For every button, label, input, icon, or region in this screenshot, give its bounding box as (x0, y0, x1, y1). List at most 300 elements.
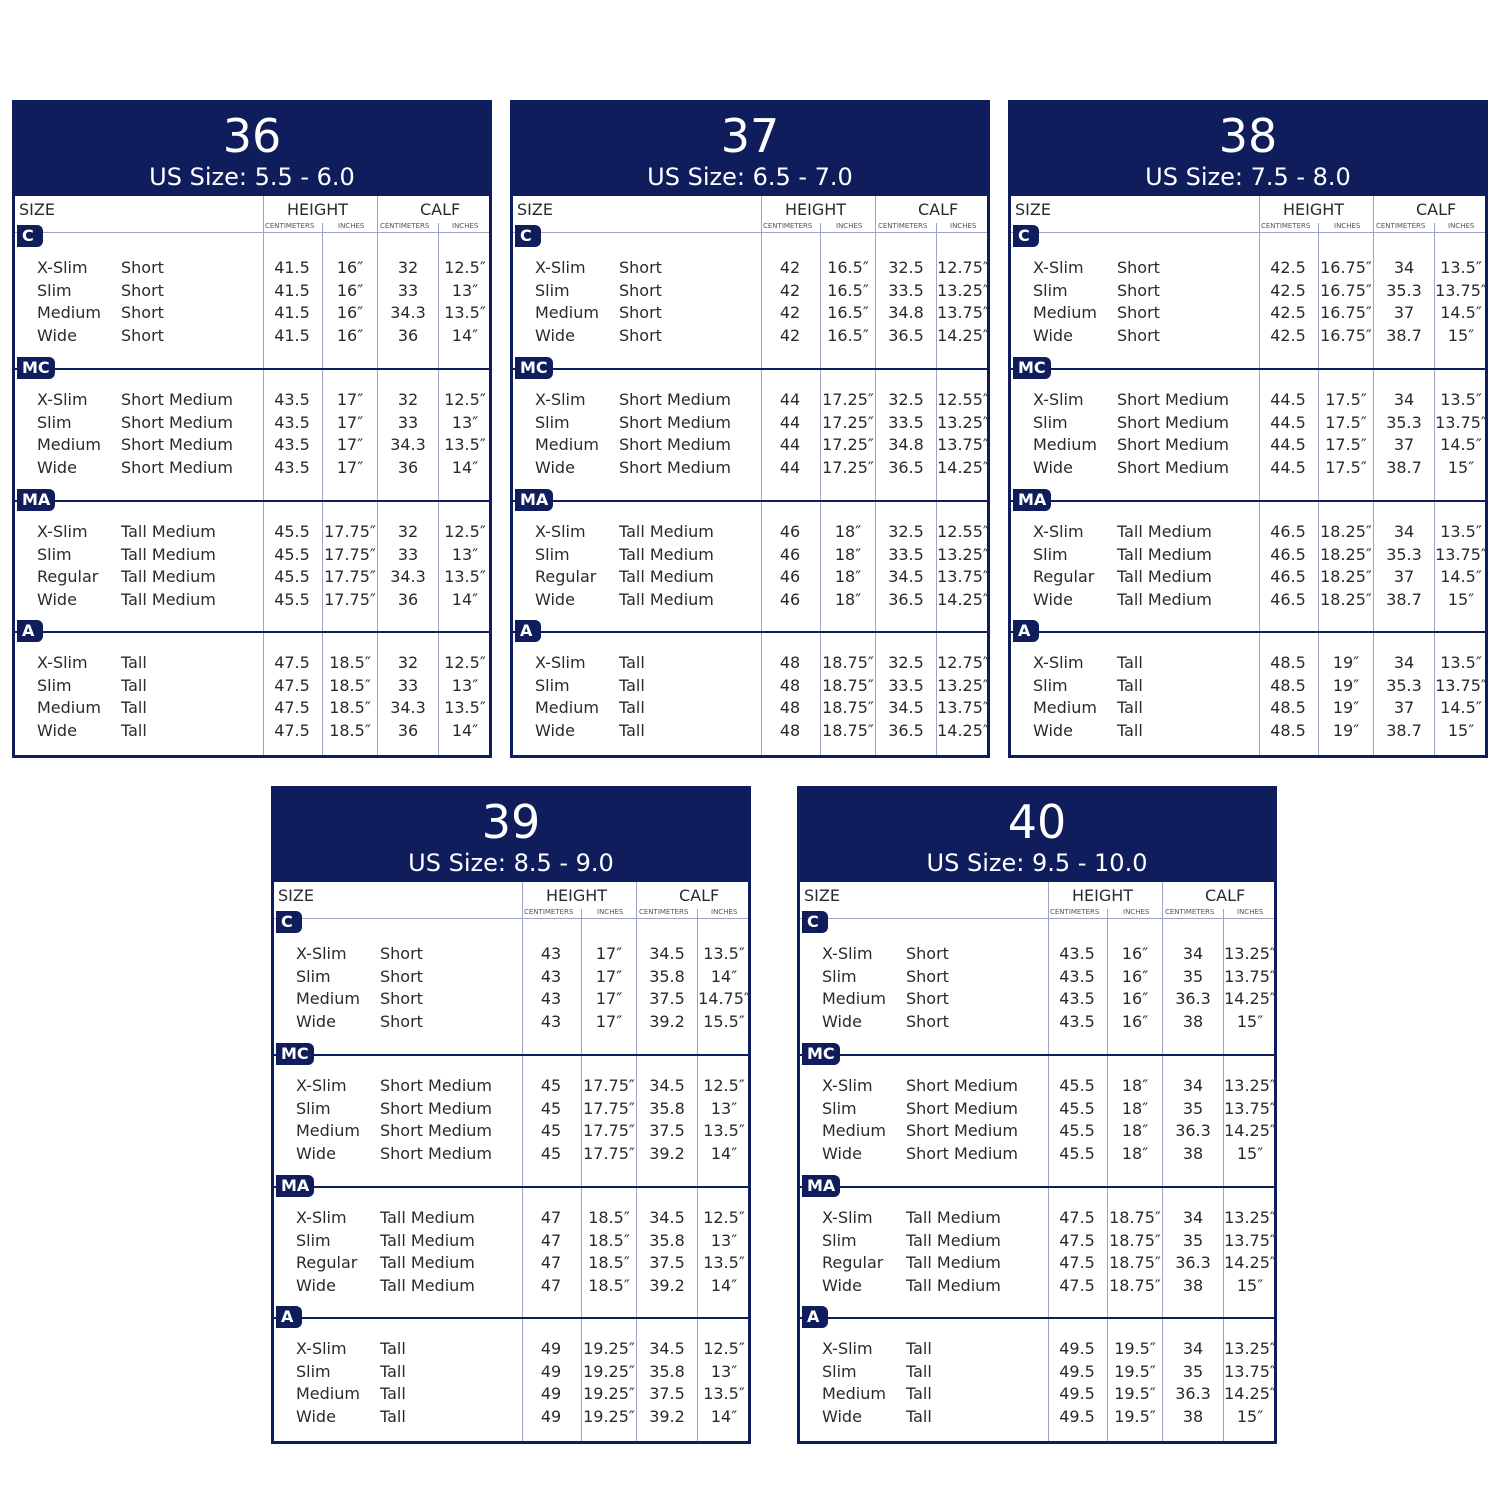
calf-in-cell: 14.5″ (1440, 435, 1482, 454)
length-cell: Short (619, 258, 662, 277)
table-row (800, 1275, 1274, 1297)
table-row (513, 521, 987, 543)
calf-cm-cell: 34.5 (649, 1339, 685, 1358)
width-cell: Slim (296, 1099, 331, 1118)
us-size-label: US Size: 8.5 - 9.0 (408, 849, 614, 877)
height-cm-cell: 46.5 (1270, 567, 1306, 586)
table-row (800, 1098, 1274, 1120)
height-cm-cell: 42 (779, 281, 801, 300)
height-in-cell: 16.5″ (827, 303, 869, 322)
size-group-a (1011, 618, 1485, 750)
height-cm-cell: 46 (779, 590, 801, 609)
length-cell: Short Medium (121, 458, 233, 477)
group-tag: A (17, 620, 43, 642)
size-group-ma (513, 487, 987, 619)
length-cell: Tall Medium (380, 1276, 475, 1295)
height-cm-cell: 44 (779, 390, 801, 409)
group-tag: C (17, 225, 43, 247)
size-group-c (1011, 223, 1485, 355)
length-cell: Tall (619, 676, 645, 695)
width-cell: Wide (37, 590, 77, 609)
width-cell: Slim (822, 1362, 857, 1381)
calf-in-cell: 13.5″ (444, 435, 486, 454)
calf-cm-cell: 34.3 (390, 698, 426, 717)
calf-in-cell: 13.75″ (1435, 281, 1487, 300)
table-row (274, 988, 748, 1010)
size-column-header: SIZE (517, 200, 553, 219)
width-cell: X-Slim (1033, 258, 1084, 277)
inches-unit-label: INCHES (1448, 222, 1475, 230)
calf-cm-cell: 38 (1182, 1144, 1204, 1163)
height-in-cell: 16″ (336, 281, 364, 300)
height-in-cell: 17″ (595, 989, 623, 1008)
group-tag: MA (515, 489, 553, 511)
table-row (1011, 544, 1485, 566)
calf-in-cell: 13.25″ (937, 413, 989, 432)
calf-column-header: CALF (1416, 200, 1457, 219)
calf-in-cell: 14.5″ (1440, 303, 1482, 322)
calf-in-cell: 12.5″ (703, 1076, 745, 1095)
calf-cm-cell: 39.2 (649, 1276, 685, 1295)
calf-cm-cell: 32.5 (888, 522, 924, 541)
group-tag: A (276, 1306, 302, 1328)
calf-cm-cell: 38 (1182, 1276, 1204, 1295)
height-cm-cell: 48 (779, 698, 801, 717)
calf-cm-cell: 33 (397, 281, 419, 300)
height-cm-cell: 44.5 (1270, 413, 1306, 432)
height-cm-cell: 43.5 (274, 413, 310, 432)
calf-in-cell: 13.25″ (1224, 944, 1276, 963)
height-cm-cell: 47.5 (1059, 1231, 1095, 1250)
calf-cm-cell: 36 (397, 458, 419, 477)
height-cm-cell: 45.5 (274, 567, 310, 586)
height-in-cell: 18.25″ (1320, 567, 1372, 586)
height-cm-cell: 47.5 (274, 676, 310, 695)
length-cell: Short Medium (619, 413, 731, 432)
calf-in-cell: 14.25″ (1224, 989, 1276, 1008)
length-cell: Short (906, 989, 949, 1008)
height-in-cell: 17.75″ (324, 522, 376, 541)
height-cm-cell: 42.5 (1270, 303, 1306, 322)
width-cell: Slim (535, 676, 570, 695)
height-cm-cell: 49.5 (1059, 1362, 1095, 1381)
height-cm-cell: 46 (779, 567, 801, 586)
group-divider (274, 1054, 748, 1056)
height-in-cell: 17″ (336, 435, 364, 454)
calf-in-cell: 13.5″ (444, 567, 486, 586)
height-in-cell: 19″ (1332, 676, 1360, 695)
height-in-cell: 18.75″ (822, 721, 874, 740)
size-card-39 (271, 786, 751, 1444)
calf-in-cell: 15″ (1236, 1407, 1264, 1426)
height-cm-cell: 42 (779, 258, 801, 277)
height-cm-cell: 46.5 (1270, 545, 1306, 564)
inches-unit-label: INCHES (452, 222, 479, 230)
calf-cm-cell: 39.2 (649, 1012, 685, 1031)
calf-cm-cell: 36 (397, 590, 419, 609)
width-cell: X-Slim (296, 1076, 347, 1095)
width-cell: Wide (296, 1012, 336, 1031)
calf-in-cell: 15″ (1447, 458, 1475, 477)
height-in-cell: 18.75″ (822, 676, 874, 695)
centimeters-unit-label: CENTIMETERS (639, 908, 689, 916)
calf-cm-cell: 36.3 (1175, 1253, 1211, 1272)
width-cell: Medium (822, 1121, 886, 1140)
calf-cm-cell: 34 (1393, 258, 1415, 277)
calf-column-header: CALF (420, 200, 461, 219)
calf-cm-cell: 35 (1182, 1362, 1204, 1381)
size-group-a (274, 1304, 748, 1436)
length-cell: Tall (380, 1339, 406, 1358)
eu-size-title: 39 (481, 795, 541, 849)
group-tag: MC (802, 1043, 840, 1065)
length-cell: Short Medium (906, 1144, 1018, 1163)
height-in-cell: 16.75″ (1320, 281, 1372, 300)
table-row (274, 966, 748, 988)
width-cell: Medium (37, 435, 101, 454)
height-in-cell: 18.75″ (1109, 1253, 1161, 1272)
size-group-c (800, 909, 1274, 1041)
height-in-cell: 17.25″ (822, 458, 874, 477)
size-group-ma (274, 1173, 748, 1305)
height-in-cell: 18″ (1121, 1144, 1149, 1163)
height-in-cell: 17″ (336, 390, 364, 409)
size-group-mc (15, 355, 489, 487)
table-row (15, 280, 489, 302)
height-cm-cell: 45.5 (1059, 1144, 1095, 1163)
calf-cm-cell: 32.5 (888, 258, 924, 277)
width-cell: X-Slim (37, 258, 88, 277)
calf-cm-cell: 37 (1393, 303, 1415, 322)
table-row (1011, 697, 1485, 719)
height-in-cell: 19.25″ (583, 1384, 635, 1403)
table-row (1011, 280, 1485, 302)
height-in-cell: 17.75″ (583, 1144, 635, 1163)
width-cell: Wide (535, 458, 575, 477)
height-cm-cell: 46 (779, 522, 801, 541)
width-cell: Wide (296, 1276, 336, 1295)
height-in-cell: 17″ (595, 967, 623, 986)
group-tag: MC (276, 1043, 314, 1065)
height-cm-cell: 41.5 (274, 258, 310, 277)
length-cell: Tall (380, 1407, 406, 1426)
table-row (1011, 412, 1485, 434)
size-group-ma (15, 487, 489, 619)
length-cell: Tall (121, 676, 147, 695)
height-cm-cell: 43 (540, 1012, 562, 1031)
inches-unit-label: INCHES (1237, 908, 1264, 916)
calf-cm-cell: 34 (1182, 1076, 1204, 1095)
height-in-cell: 19.5″ (1114, 1362, 1156, 1381)
height-in-cell: 17.25″ (822, 413, 874, 432)
group-tag: A (1013, 620, 1039, 642)
calf-in-cell: 15″ (1236, 1144, 1264, 1163)
length-cell: Short Medium (380, 1099, 492, 1118)
table-row (800, 1361, 1274, 1383)
length-cell: Tall (906, 1384, 932, 1403)
table-row (15, 544, 489, 566)
calf-in-cell: 13.75″ (1435, 545, 1487, 564)
calf-in-cell: 14.25″ (937, 590, 989, 609)
length-cell: Short (906, 967, 949, 986)
group-tag: C (276, 911, 302, 933)
length-cell: Short (121, 281, 164, 300)
table-row (15, 697, 489, 719)
calf-cm-cell: 35.3 (1386, 281, 1422, 300)
length-cell: Tall (1117, 676, 1143, 695)
calf-cm-cell: 34.8 (888, 303, 924, 322)
height-cm-cell: 46.5 (1270, 590, 1306, 609)
table-row (513, 720, 987, 742)
height-cm-cell: 47.5 (1059, 1208, 1095, 1227)
length-cell: Short (1117, 303, 1160, 322)
table-row (1011, 589, 1485, 611)
width-cell: X-Slim (822, 1208, 873, 1227)
group-tag: MA (1013, 489, 1051, 511)
us-size-label: US Size: 6.5 - 7.0 (647, 163, 853, 191)
length-cell: Short Medium (1117, 413, 1229, 432)
calf-cm-cell: 34.3 (390, 435, 426, 454)
size-column-header: SIZE (1015, 200, 1051, 219)
height-in-cell: 16.75″ (1320, 258, 1372, 277)
length-cell: Short (380, 967, 423, 986)
height-in-cell: 18″ (834, 522, 862, 541)
height-cm-cell: 45.5 (1059, 1099, 1095, 1118)
calf-cm-cell: 37.5 (649, 1253, 685, 1272)
table-row (15, 566, 489, 588)
length-cell: Short Medium (1117, 458, 1229, 477)
width-cell: Medium (1033, 435, 1097, 454)
table-row (274, 1275, 748, 1297)
calf-column-header: CALF (1205, 886, 1246, 905)
table-row (274, 1207, 748, 1229)
table-row (15, 412, 489, 434)
length-cell: Tall (906, 1339, 932, 1358)
table-row (274, 1120, 748, 1142)
height-cm-cell: 49.5 (1059, 1407, 1095, 1426)
calf-in-cell: 12.55″ (937, 390, 989, 409)
height-in-cell: 16.75″ (1320, 326, 1372, 345)
group-divider (1011, 368, 1485, 370)
calf-cm-cell: 32 (397, 258, 419, 277)
height-cm-cell: 47.5 (274, 653, 310, 672)
height-column-header: HEIGHT (546, 886, 608, 905)
calf-cm-cell: 36.5 (888, 326, 924, 345)
length-cell: Short Medium (1117, 435, 1229, 454)
length-cell: Tall (380, 1362, 406, 1381)
height-column-header: HEIGHT (785, 200, 847, 219)
height-cm-cell: 49 (540, 1339, 562, 1358)
calf-in-cell: 15.5″ (703, 1012, 745, 1031)
table-row (274, 1230, 748, 1252)
height-cm-cell: 44.5 (1270, 458, 1306, 477)
calf-cm-cell: 36.3 (1175, 1384, 1211, 1403)
size-group-a (800, 1304, 1274, 1436)
inches-unit-label: INCHES (711, 908, 738, 916)
height-cm-cell: 48 (779, 721, 801, 740)
calf-in-cell: 13.5″ (1440, 522, 1482, 541)
calf-cm-cell: 34.3 (390, 567, 426, 586)
calf-in-cell: 13.25″ (1224, 1208, 1276, 1227)
width-cell: X-Slim (535, 522, 586, 541)
calf-cm-cell: 32 (397, 653, 419, 672)
calf-cm-cell: 34.5 (888, 567, 924, 586)
calf-in-cell: 15″ (1236, 1012, 1264, 1031)
width-cell: Wide (1033, 590, 1073, 609)
calf-in-cell: 13.25″ (937, 545, 989, 564)
card-header (800, 789, 1274, 882)
height-cm-cell: 47 (540, 1253, 562, 1272)
calf-cm-cell: 33 (397, 413, 419, 432)
length-cell: Tall (906, 1362, 932, 1381)
width-cell: Medium (37, 698, 101, 717)
calf-cm-cell: 36.5 (888, 590, 924, 609)
width-cell: Slim (535, 413, 570, 432)
calf-in-cell: 13.25″ (1224, 1076, 1276, 1095)
length-cell: Tall Medium (619, 545, 714, 564)
width-cell: Regular (822, 1253, 884, 1272)
length-cell: Tall (121, 653, 147, 672)
table-row (1011, 325, 1485, 347)
length-cell: Short Medium (619, 458, 731, 477)
length-cell: Short (380, 944, 423, 963)
width-cell: Wide (822, 1276, 862, 1295)
size-group-a (15, 618, 489, 750)
table-row (513, 280, 987, 302)
calf-in-cell: 12.75″ (937, 653, 989, 672)
group-tag: MC (17, 357, 55, 379)
height-in-cell: 17.75″ (583, 1099, 635, 1118)
eu-size-title: 36 (222, 109, 282, 163)
width-cell: Medium (535, 698, 599, 717)
table-row (15, 652, 489, 674)
width-cell: X-Slim (1033, 522, 1084, 541)
length-cell: Short (619, 326, 662, 345)
calf-in-cell: 12.5″ (444, 390, 486, 409)
card-header (513, 103, 987, 196)
width-cell: Medium (37, 303, 101, 322)
height-cm-cell: 48.5 (1270, 676, 1306, 695)
table-row (513, 675, 987, 697)
calf-cm-cell: 37 (1393, 567, 1415, 586)
inches-unit-label: INCHES (597, 908, 624, 916)
calf-in-cell: 15″ (1447, 721, 1475, 740)
height-in-cell: 16″ (336, 258, 364, 277)
calf-in-cell: 13.5″ (703, 944, 745, 963)
height-cm-cell: 45.5 (1059, 1076, 1095, 1095)
size-group-ma (1011, 487, 1485, 619)
height-cm-cell: 45.5 (1059, 1121, 1095, 1140)
length-cell: Tall Medium (121, 545, 216, 564)
calf-cm-cell: 35.8 (649, 1099, 685, 1118)
inches-unit-label: INCHES (950, 222, 977, 230)
height-cm-cell: 48.5 (1270, 698, 1306, 717)
calf-in-cell: 13.25″ (937, 676, 989, 695)
length-cell: Short Medium (121, 413, 233, 432)
height-in-cell: 19.25″ (583, 1407, 635, 1426)
group-tag: MC (1013, 357, 1051, 379)
length-cell: Short Medium (619, 390, 731, 409)
calf-cm-cell: 36.5 (888, 721, 924, 740)
width-cell: Wide (37, 458, 77, 477)
height-in-cell: 17.75″ (583, 1121, 635, 1140)
table-row (15, 434, 489, 456)
group-tag: MA (802, 1175, 840, 1197)
calf-in-cell: 14.25″ (937, 458, 989, 477)
height-in-cell: 18.75″ (822, 698, 874, 717)
calf-in-cell: 13.75″ (937, 435, 989, 454)
height-in-cell: 16.5″ (827, 258, 869, 277)
calf-cm-cell: 32.5 (888, 390, 924, 409)
group-tag: A (515, 620, 541, 642)
group-divider (1011, 500, 1485, 502)
width-cell: Wide (296, 1144, 336, 1163)
calf-in-cell: 14″ (710, 1144, 738, 1163)
calf-in-cell: 13″ (451, 281, 479, 300)
height-cm-cell: 43.5 (1059, 967, 1095, 986)
height-cm-cell: 43.5 (1059, 1012, 1095, 1031)
calf-cm-cell: 38.7 (1386, 326, 1422, 345)
calf-cm-cell: 33.5 (888, 676, 924, 695)
width-cell: Regular (296, 1253, 358, 1272)
calf-in-cell: 15″ (1447, 326, 1475, 345)
calf-in-cell: 13″ (710, 1099, 738, 1118)
width-cell: X-Slim (37, 390, 88, 409)
calf-cm-cell: 36.5 (888, 458, 924, 477)
length-cell: Short Medium (906, 1076, 1018, 1095)
height-in-cell: 18.5″ (329, 653, 371, 672)
table-row (800, 966, 1274, 988)
calf-in-cell: 12.5″ (703, 1208, 745, 1227)
length-cell: Short Medium (906, 1099, 1018, 1118)
calf-in-cell: 13.75″ (1435, 413, 1487, 432)
calf-in-cell: 14″ (451, 326, 479, 345)
calf-cm-cell: 33.5 (888, 413, 924, 432)
size-column-header: SIZE (804, 886, 840, 905)
length-cell: Short Medium (1117, 390, 1229, 409)
width-cell: Regular (37, 567, 99, 586)
calf-in-cell: 14″ (710, 967, 738, 986)
calf-in-cell: 14.5″ (1440, 567, 1482, 586)
width-cell: Slim (535, 545, 570, 564)
width-cell: Slim (822, 1099, 857, 1118)
calf-cm-cell: 35.3 (1386, 545, 1422, 564)
calf-in-cell: 12.75″ (937, 258, 989, 277)
height-in-cell: 18.5″ (588, 1208, 630, 1227)
height-cm-cell: 48 (779, 676, 801, 695)
table-row (1011, 652, 1485, 674)
table-row (274, 1361, 748, 1383)
height-in-cell: 18″ (834, 545, 862, 564)
table-row (1011, 720, 1485, 742)
height-in-cell: 18.5″ (329, 676, 371, 695)
group-tag: MC (515, 357, 553, 379)
calf-cm-cell: 35.8 (649, 967, 685, 986)
table-row (513, 302, 987, 324)
card-header (274, 789, 748, 882)
length-cell: Tall (121, 698, 147, 717)
width-cell: Slim (1033, 281, 1068, 300)
width-cell: Wide (535, 721, 575, 740)
calf-in-cell: 14.25″ (1224, 1253, 1276, 1272)
height-in-cell: 19.5″ (1114, 1384, 1156, 1403)
us-size-label: US Size: 5.5 - 6.0 (149, 163, 355, 191)
width-cell: X-Slim (37, 522, 88, 541)
length-cell: Tall Medium (380, 1231, 475, 1250)
height-in-cell: 19.5″ (1114, 1339, 1156, 1358)
length-cell: Short (906, 1012, 949, 1031)
width-cell: Medium (1033, 303, 1097, 322)
